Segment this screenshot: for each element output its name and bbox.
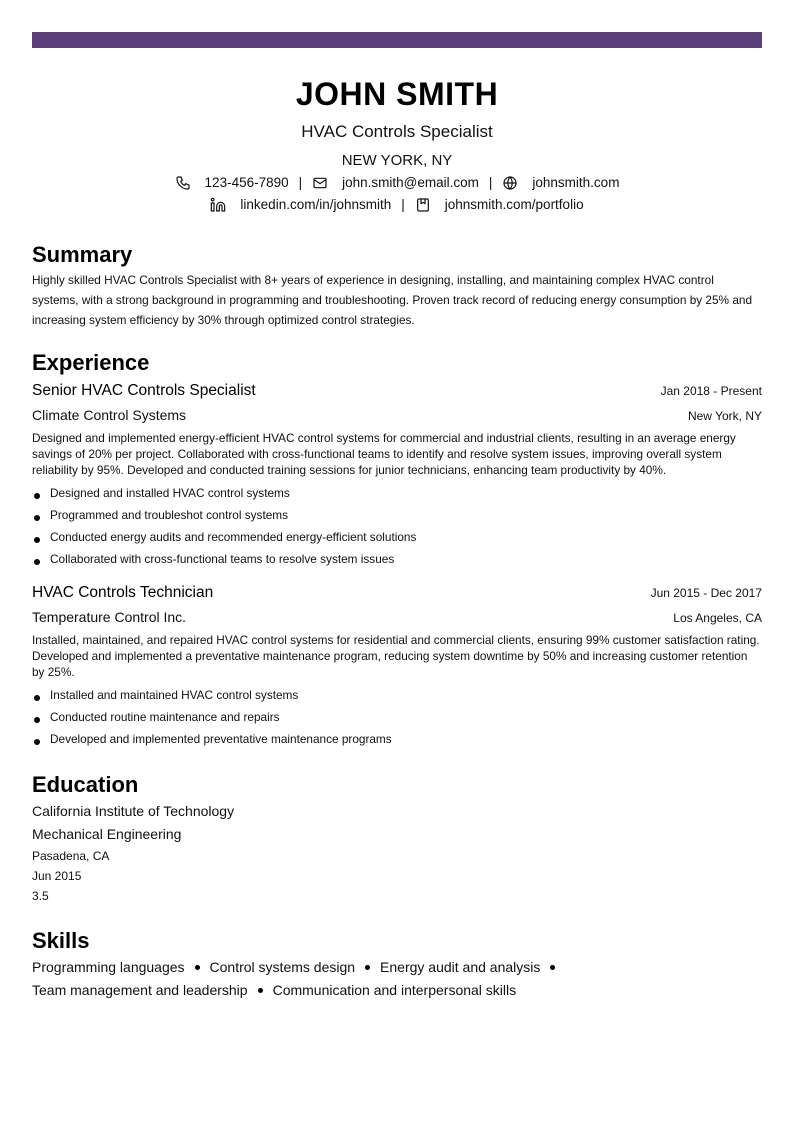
bullet-icon — [195, 965, 200, 970]
experience-title: Experience — [32, 350, 150, 375]
job-company: Temperature Control Inc. — [32, 609, 187, 625]
job-entry — [32, 380, 762, 570]
bullet-icon — [550, 965, 555, 970]
linkedin-icon — [210, 197, 226, 213]
bullet-icon — [34, 537, 40, 543]
skill-item — [32, 979, 273, 1002]
globe-icon — [502, 175, 518, 191]
education-location: Pasadena, CA — [32, 849, 110, 863]
experience-section — [32, 350, 762, 750]
accent-bar — [32, 32, 762, 48]
job-entry — [32, 582, 762, 750]
separator: | — [401, 197, 405, 212]
bullet-icon — [34, 515, 40, 521]
skill-item — [32, 956, 210, 979]
list-item — [32, 526, 762, 548]
email-contact[interactable] — [312, 174, 479, 192]
bullet-icon — [34, 493, 40, 499]
list-item — [32, 728, 762, 750]
education-date: Jun 2015 — [32, 869, 82, 883]
skill-text: Team management and leadership — [32, 982, 248, 998]
mail-icon — [312, 175, 328, 191]
bullet-text: Conducted routine maintenance and repairs — [50, 710, 280, 724]
bullet-text: Programmed and troubleshot control systems — [50, 508, 289, 522]
bullet-text: Designed and installed HVAC control systems — [50, 486, 290, 500]
bullet-icon — [34, 717, 40, 723]
linkedin-text[interactable]: linkedin.com/in/johnsmith — [240, 197, 392, 212]
bullet-icon — [34, 695, 40, 701]
job-bullets — [32, 482, 762, 570]
bullet-text: Collaborated with cross-functional teams to resolve system issues — [50, 552, 395, 566]
job-title: HVAC Controls Technician — [32, 584, 214, 601]
phone-contact — [175, 174, 289, 192]
education-school: California Institute of Technology — [32, 803, 235, 819]
skills-section — [32, 928, 762, 1002]
list-item — [32, 706, 762, 728]
website-text[interactable]: johnsmith.com — [532, 175, 620, 190]
bullet-text: Developed and implemented preventative maintenance programs — [50, 732, 392, 746]
resume-page — [32, 32, 762, 1002]
education-section — [32, 772, 762, 906]
education-gpa: 3.5 — [32, 889, 49, 903]
bullet-icon — [34, 739, 40, 745]
job-company-row — [32, 402, 762, 426]
header-location: NEW YORK, NY — [341, 152, 453, 169]
portfolio-contact[interactable] — [415, 196, 584, 214]
skills-list — [32, 956, 592, 1002]
skill-text: Control systems design — [209, 959, 356, 975]
skill-item — [210, 956, 381, 979]
job-dates: Jan 2018 - Present — [660, 384, 762, 398]
skill-text: Communication and interpersonal skills — [272, 982, 517, 998]
skill-text: Programming languages — [32, 959, 185, 975]
list-item — [32, 684, 762, 706]
separator: | — [298, 175, 303, 190]
bullet-text: Installed and maintained HVAC control systems — [50, 688, 299, 702]
education-title: Education — [32, 772, 139, 797]
job-company-row — [32, 604, 762, 628]
job-location: Los Angeles, CA — [673, 611, 762, 625]
portfolio-icon — [415, 197, 431, 213]
separator: | — [488, 175, 493, 190]
skill-text: Energy audit and analysis — [380, 959, 541, 975]
job-bullets — [32, 684, 762, 750]
summary-section — [32, 242, 762, 330]
job-location: New York, NY — [687, 409, 762, 423]
bullet-icon — [258, 988, 263, 993]
phone-text: 123-456-7890 — [204, 175, 289, 190]
linkedin-contact[interactable] — [210, 196, 391, 214]
list-item — [32, 548, 762, 570]
job-header — [32, 582, 762, 604]
job-description: Installed, maintained, and repaired HVAC control systems for residential and commercial clients, ensuring 99% customer satisfaction rating. Developed and implemented a preventative maintenance program, reducing system downtime by 50% and increasing customer retention by 25%. — [32, 633, 760, 679]
education-degree: Mechanical Engineering — [32, 826, 182, 842]
summary-text: Highly skilled HVAC Controls Specialist with 8+ years of experience in designing, installing, and maintaining complex HVAC control systems, with a strong background in programming and troubleshooting. Proven track record of reducing energy consumption by 25% and increasing system efficiency by 30% through optimized control strategies. — [32, 273, 753, 327]
list-item — [32, 482, 762, 504]
bullet-icon — [365, 965, 370, 970]
job-description: Designed and implemented energy-efficient HVAC control systems for commercial and industrial clients, resulting in an average energy savings of 20% per project. Collaborated with cross-functional teams to identify and resolve system issues, improving overall system reliability by 95%. Developed and conducted training sessions for junior technicians, enhancing team productivity by 40%. — [32, 431, 736, 477]
email-text[interactable]: john.smith@email.com — [342, 175, 479, 190]
bullet-text: Conducted energy audits and recommended energy-efficient solutions — [50, 530, 417, 544]
headline: HVAC Controls Specialist — [301, 122, 493, 141]
contact-line-2 — [32, 196, 762, 214]
skills-title: Skills — [32, 928, 90, 953]
phone-icon — [175, 175, 191, 191]
bullet-icon — [34, 559, 40, 565]
job-header — [32, 380, 762, 402]
website-contact[interactable] — [502, 174, 619, 192]
portfolio-text[interactable]: johnsmith.com/portfolio — [444, 197, 584, 212]
list-item — [32, 504, 762, 526]
skill-item — [273, 979, 517, 1002]
resume-header — [32, 76, 762, 214]
job-company: Climate Control Systems — [32, 407, 187, 423]
contact-line-1 — [32, 174, 762, 192]
job-dates: Jun 2015 - Dec 2017 — [650, 586, 762, 600]
job-title: Senior HVAC Controls Specialist — [32, 382, 256, 399]
candidate-name: JOHN SMITH — [295, 76, 499, 112]
skill-item — [380, 956, 565, 979]
summary-title: Summary — [32, 242, 133, 267]
